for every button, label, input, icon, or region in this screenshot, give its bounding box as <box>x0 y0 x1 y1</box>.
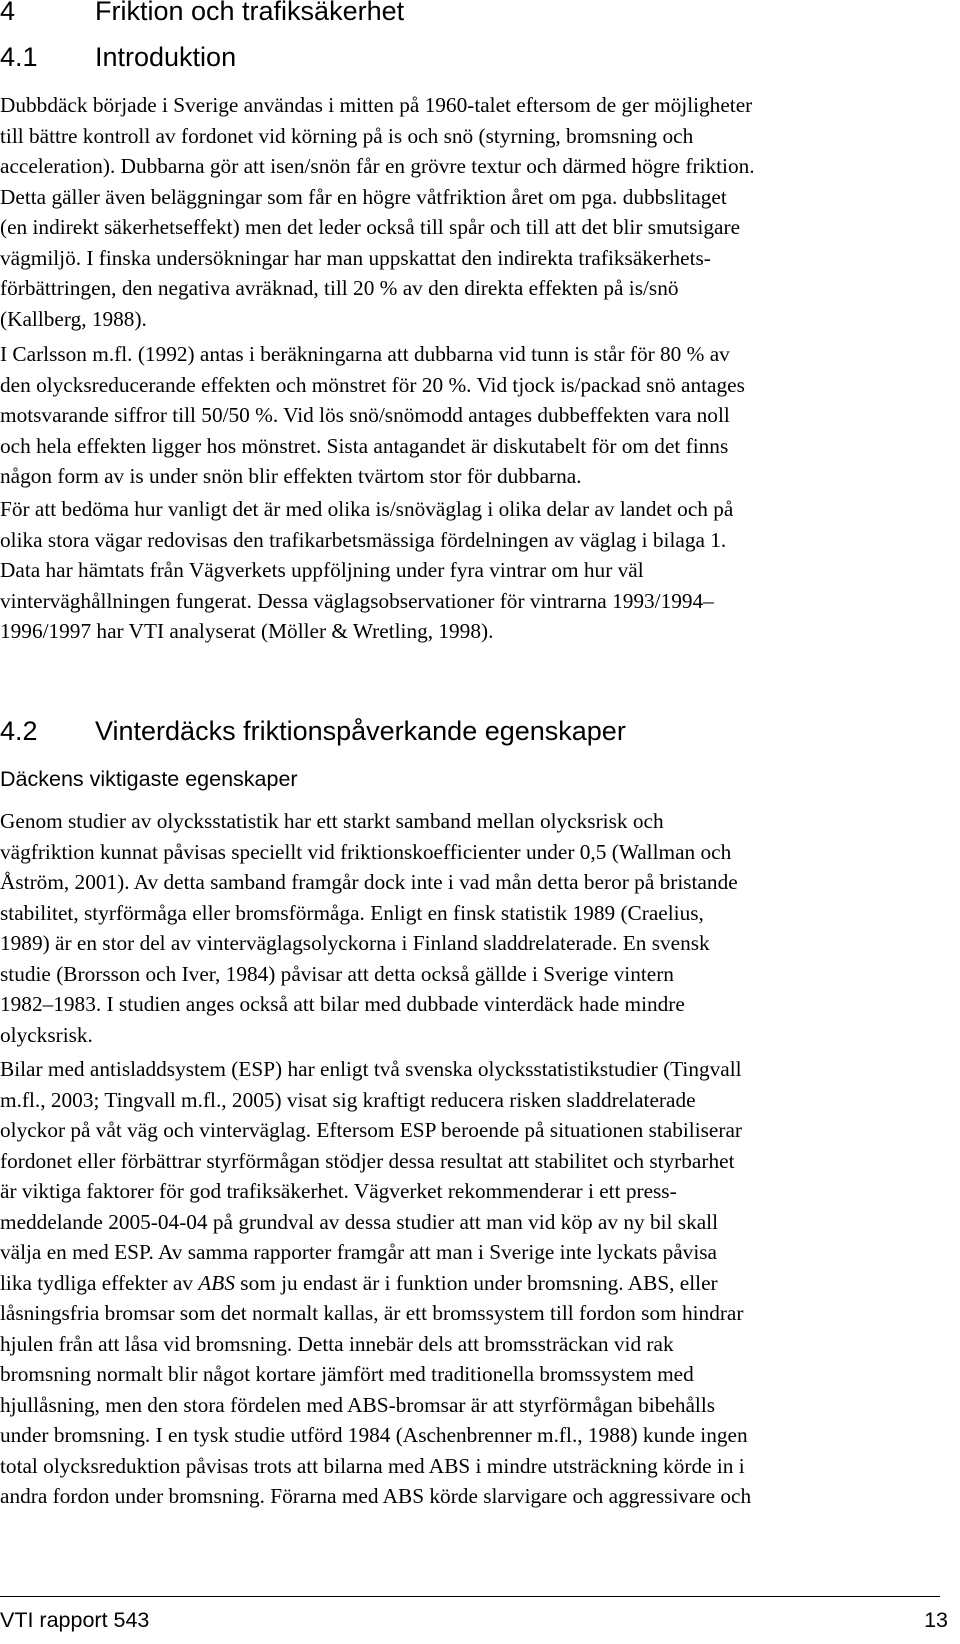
paragraph-winter-2 <box>0 1054 940 1512</box>
text-line: under bromsning. I en tysk studie utförd 1984 (Aschenbrenner m.fl., 1988) kunde ingen <box>0 1423 748 1447</box>
footer-page-number: 13 <box>924 1608 948 1632</box>
text-line: olyckor på våt väg och vinterväglag. Eftersom ESP beroende på situationen stabiliserar <box>0 1118 743 1142</box>
subsection-title: Introduktion <box>95 42 237 72</box>
text-line: hjullåsning, men den stora fördelen med ABS-bromsar är att styrförmågan bibehålls <box>0 1392 716 1417</box>
text-line: olycksrisk. <box>0 1022 93 1047</box>
text-line: 1996/1997 har VTI analyserat (Möller & Wretling, 1998). <box>0 619 494 643</box>
subsection-number: 4.2 <box>0 716 38 746</box>
text-line: andra fordon under bromsning. Förarna med ABS körde slarvigare och aggressivare och <box>0 1484 752 1508</box>
subsection-heading-4-1 <box>0 42 236 73</box>
text-line: lika tydliga effekter av ABS som ju endast är i funktion under bromsning. ABS, eller <box>0 1270 718 1295</box>
paragraph-intro-1 <box>0 90 940 334</box>
abs-italic-term: ABS <box>198 1270 235 1295</box>
section-number: 4 <box>0 0 16 26</box>
text-line: Genom studier av olycksstatistik har ett starkt samband mellan olycksrisk och <box>0 809 664 833</box>
text-line: För att bedöma hur vanligt det är med olika is/snöväglag i olika delar av landet och på <box>0 497 734 521</box>
section-heading <box>0 0 404 27</box>
text-line: (Kallberg, 1988). <box>0 306 147 331</box>
text-line: och hela effekten ligger hos mönstret. Sista antagandet är diskutabelt för om det finns <box>0 433 729 458</box>
text-line: m.fl., 2003; Tingvall m.fl., 2005) visat sig kraftigt reducera risken sladdrelaterade <box>0 1087 696 1112</box>
text-line: 1989) är en stor del av vinterväglagsolyckorna i Finland sladdrelaterade. En svensk <box>0 931 710 955</box>
text-line: någon form av is under snön blir effekten tvärtom stor för dubbarna. <box>0 464 582 488</box>
text-line: acceleration). Dubbarna gör att isen/snön får en grövre textur och därmed högre friktion. <box>0 154 755 178</box>
section-title: Friktion och trafiksäkerhet <box>95 0 405 26</box>
text-line: är viktiga faktorer för god trafiksäkerhet. Vägverket rekommenderar i ett press- <box>0 1179 677 1203</box>
text-line: meddelande 2005-04-04 på grundval av dessa studier att man vid köp av ny bil skall <box>0 1209 719 1234</box>
text-line: (en indirekt säkerhetseffekt) men det leder också till spår och till att det blir smutsigare <box>0 215 741 239</box>
text-line: stabilitet, styrförmåga eller bromsförmåga. Enligt en finsk statistik 1989 (Craelius, <box>0 900 704 925</box>
text-line: vägfriktion kunnat påvisas speciellt vid friktionskoefficienter under 0,5 (Wallman och <box>0 839 732 864</box>
text-line: välja en med ESP. Av samma rapporter framgår att man i Sverige inte lyckats påvisa <box>0 1240 717 1264</box>
text-line: fordonet eller förbättrar styrförmågan stödjer dessa resultat att stabilitet och styrbarhet <box>0 1148 735 1173</box>
text-line: vinterväghållningen fungerat. Dessa väglagsobservationer för vintrarna 1993/1994– <box>0 588 714 613</box>
text-line: låsningsfria bromsar som det normalt kallas, är ett bromssystem till fordon som hindrar <box>0 1301 744 1325</box>
text-line: 1982–1983. I studien anges också att bilar med dubbade vinterdäck hade mindre <box>0 992 685 1016</box>
text-line: Bilar med antisladdsystem (ESP) har enligt två svenska olycksstatistikstudier (Tingvall <box>0 1057 742 1081</box>
text-line: total olycksreduktion påvisas trots att bilarna med ABS i mindre utsträckning körde in i <box>0 1453 745 1478</box>
text-line: Åström, 2001). Av detta samband framgår dock inte i vad mån detta beror på bristande <box>0 870 738 894</box>
text-line: vägmiljö. I finska undersökningar har man uppskattat den indirekta trafiksäkerhets- <box>0 245 711 270</box>
footer-report-name: VTI rapport 543 <box>0 1608 150 1632</box>
text-line: olika stora vägar redovisas den trafikarbetsmässiga fördelningen av väglag i bilaga 1. <box>0 527 727 552</box>
subheading: Däckens viktigaste egenskaper <box>0 767 298 791</box>
text-line: den olycksreducerande effekten och mönstret för 20 %. Vid tjock is/packad snö antages <box>0 372 745 397</box>
text-line: bromsning normalt blir något kortare jämfört med traditionella bromssystem med <box>0 1362 694 1386</box>
subsection-title: Vinterdäcks friktionspåverkande egenskaper <box>95 716 626 746</box>
paragraph-intro-3 <box>0 494 940 647</box>
text-line: I Carlsson m.fl. (1992) antas i beräkningarna att dubbarna vid tunn is står för 80 % av <box>0 342 730 366</box>
text-line: till bättre kontroll av fordonet vid körning på is och snö (styrning, bromsning och <box>0 123 694 148</box>
paragraph-winter-1 <box>0 806 940 1050</box>
text-line: hjulen från att låsa vid bromsning. Detta innebär dels att bromssträckan vid rak <box>0 1331 674 1356</box>
text-line: förbättringen, den negativa avräknad, till 20 % av den direkta effekten på is/snö <box>0 276 679 300</box>
footer-divider <box>0 1596 940 1597</box>
subsection-number: 4.1 <box>0 42 38 72</box>
subsection-heading-4-2 <box>0 716 626 747</box>
text-line: motsvarande siffror till 50/50 %. Vid lös snö/snömodd antages dubbeffekten vara noll <box>0 403 730 427</box>
paragraph-intro-2 <box>0 339 940 492</box>
text-line: studie (Brorsson och Iver, 1984) påvisar att detta också gällde i Sverige vintern <box>0 961 674 986</box>
text-line: Data har hämtats från Vägverkets uppföljning under fyra vintrar om hur väl <box>0 558 644 582</box>
text-line: Dubbdäck började i Sverige användas i mitten på 1960-talet eftersom de ger möjligheter <box>0 93 753 117</box>
text-line: Detta gäller även beläggningar som får en högre våtfriktion året om pga. dubbslitaget <box>0 184 727 209</box>
